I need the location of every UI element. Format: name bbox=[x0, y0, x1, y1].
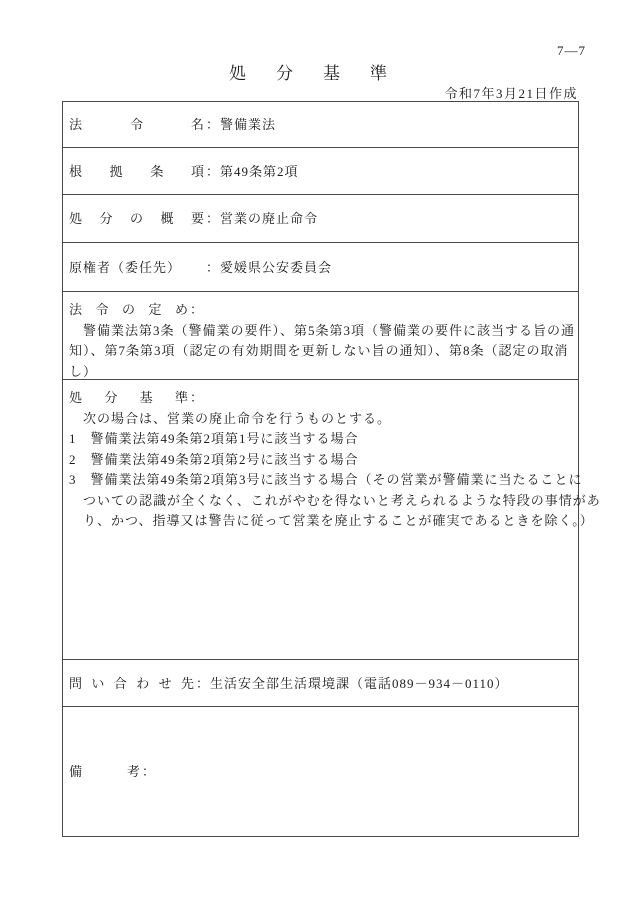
row-label-legal-provisions: 法令の定め bbox=[69, 302, 189, 317]
row-label-disposition-criteria: 処分基準 bbox=[69, 390, 189, 405]
label-colon: ： bbox=[190, 302, 205, 317]
row-value-contact: 生活安全部生活環境課（電話089－934－0110） bbox=[210, 675, 509, 691]
text-line: ついての認識が全くなく、これがやむを得ないと考えられるような特段の事情があ bbox=[69, 492, 601, 508]
page-title: 処分基準 bbox=[229, 64, 417, 83]
text-line: 警備業法第3条（警備業の要件）、第5条第3項（警備業の要件に該当する旨の通 bbox=[69, 322, 576, 338]
row-label-contact: 問い合わせ先 bbox=[69, 675, 195, 691]
table-row-law-name bbox=[63, 102, 578, 148]
text-line bbox=[69, 300, 572, 321]
row-label-legal-basis: 根拠条項 bbox=[69, 163, 205, 179]
label-colon: ： bbox=[206, 163, 221, 179]
row-label-disposition-summary: 処分の概要 bbox=[69, 211, 205, 226]
row-label-authority: 原権者（委任先） bbox=[69, 259, 182, 275]
row-value-authority: 愛媛県公安委員会 bbox=[220, 259, 333, 275]
label-colon: ： bbox=[206, 117, 221, 132]
table-row-legal-provisions bbox=[63, 292, 578, 380]
text-line: 2 警備業法第49条第2項第2号に該当する場合 bbox=[69, 451, 359, 467]
text-line: 知）、第7条第3項（認定の有効期間を更新しない旨の通知）、第8条（認定の取消 bbox=[69, 343, 569, 358]
text-line: 1 警備業法第49条第2項第1号に該当する場合 bbox=[69, 431, 359, 446]
text-line: 次の場合は、営業の廃止命令を行うものとする。 bbox=[69, 410, 392, 426]
label-colon: ： bbox=[142, 764, 157, 779]
row-value-law-name: 警備業法 bbox=[220, 117, 277, 132]
table-row-disposition-summary bbox=[63, 195, 578, 243]
label-colon: ： bbox=[206, 211, 221, 226]
label-colon: ： bbox=[196, 675, 211, 691]
page-number: 7—7 bbox=[557, 43, 586, 58]
row-value-disposition-summary: 営業の廃止命令 bbox=[220, 211, 319, 226]
table-row-remarks bbox=[63, 707, 578, 836]
text-line: り、かつ、指導又は警告に従って営業を廃止することが確実であるときを除く。） bbox=[69, 513, 594, 528]
table-row-authority bbox=[63, 243, 578, 292]
table-row-disposition-criteria bbox=[63, 380, 601, 660]
created-date: 令和7年3月21日作成 bbox=[444, 86, 578, 101]
row-label-law-name: 法令名 bbox=[69, 117, 205, 132]
text-line: し） bbox=[69, 363, 98, 379]
row-value-legal-basis: 第49条第2項 bbox=[220, 163, 299, 179]
label-colon: ： bbox=[206, 259, 221, 275]
disposition-criteria-table bbox=[62, 101, 601, 837]
label-colon: ： bbox=[190, 390, 205, 405]
row-label-remarks: 備考 bbox=[69, 764, 141, 779]
text-line: 3 警備業法第49条第2項第3号に該当する場合（その営業が警備業に当たることに bbox=[69, 472, 583, 487]
text-line bbox=[69, 388, 572, 409]
table-row-contact bbox=[63, 660, 578, 707]
table-row-legal-basis bbox=[63, 148, 578, 195]
